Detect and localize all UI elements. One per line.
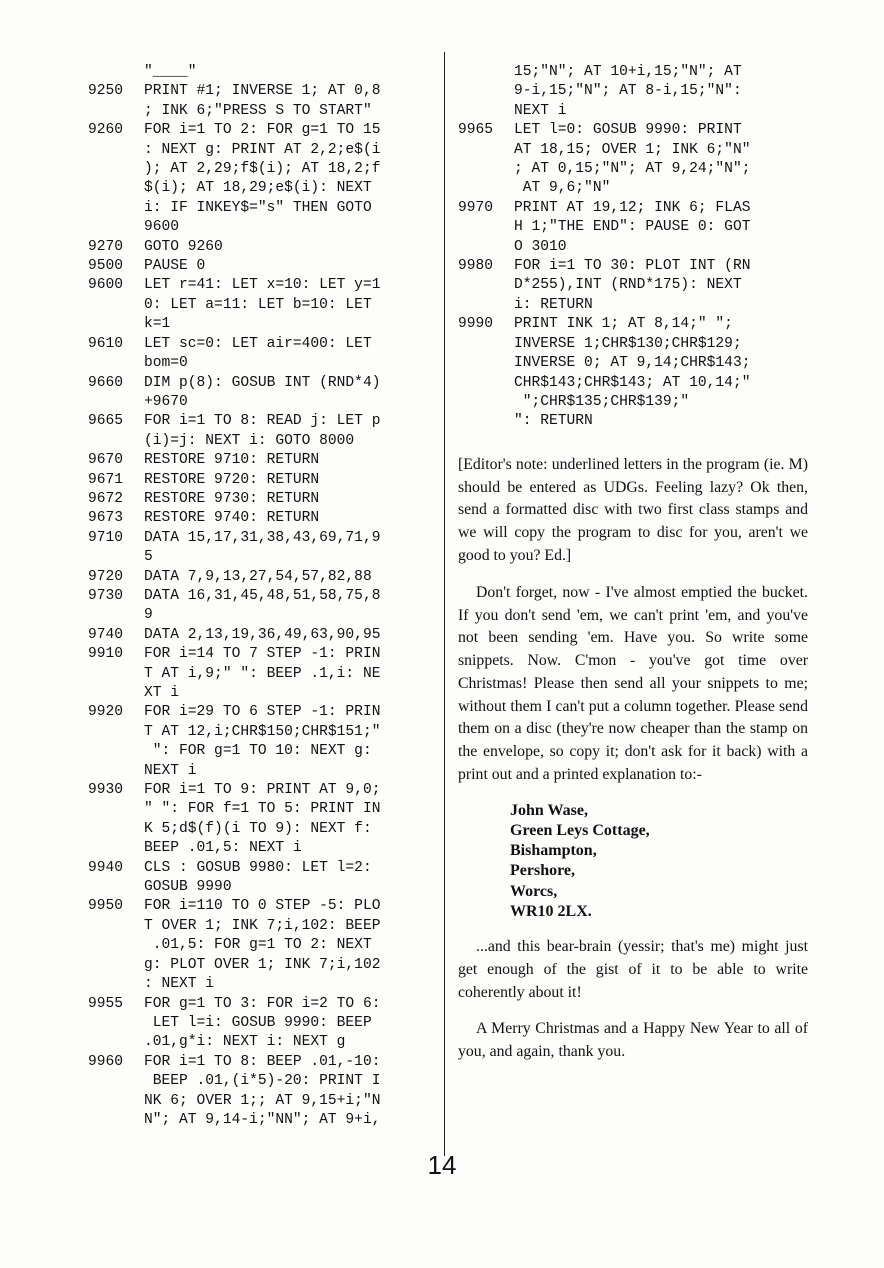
basic-listing-right	[458, 63, 808, 432]
code-line	[88, 393, 438, 412]
code-text: FOR i=29 TO 6 STEP -1: PRIN	[144, 704, 381, 721]
code-text: 9-i,15;"N"; AT 8-i,15;"N":	[514, 83, 742, 100]
left-column	[88, 63, 438, 1130]
code-line	[88, 529, 438, 548]
code-line	[88, 199, 438, 218]
code-line	[88, 742, 438, 761]
line-number: 9740	[88, 626, 124, 643]
code-text: NEXT i	[514, 102, 567, 119]
line-number: 9610	[88, 335, 124, 352]
code-line	[458, 354, 808, 373]
code-text: FOR i=1 TO 8: BEEP .01,-10:	[144, 1053, 381, 1070]
line-number: 9910	[88, 646, 124, 663]
code-line	[88, 1072, 438, 1091]
code-line	[458, 141, 808, 160]
basic-listing-left	[88, 63, 438, 1130]
code-line	[458, 315, 808, 334]
code-text: DATA 15,17,31,38,43,69,71,9	[144, 529, 381, 546]
code-text: "____"	[144, 64, 197, 80]
code-line	[88, 121, 438, 140]
code-text: INVERSE 0; AT 9,14;CHR$143;	[514, 355, 751, 372]
code-text: ); AT 2,29;f$(i); AT 18,2;f	[144, 161, 381, 178]
code-text: LET sc=0: LET air=400: LET	[144, 335, 372, 352]
line-number: 9950	[88, 898, 124, 915]
code-line	[88, 102, 438, 121]
code-text: LET r=41: LET x=10: LET y=1	[144, 277, 381, 294]
code-text: RESTORE 9720: RETURN	[144, 471, 320, 488]
address-line: Worcs,	[510, 882, 558, 900]
code-line	[88, 645, 438, 664]
line-number: 9500	[88, 258, 124, 275]
code-text: GOTO 9260	[144, 238, 223, 255]
code-text: FOR i=1 TO 8: READ j: LET p	[144, 413, 381, 430]
code-line	[88, 374, 438, 393]
code-text: 9600	[144, 219, 180, 236]
line-number: 9260	[88, 122, 124, 139]
code-text: ": FOR g=1 TO 10: NEXT g:	[144, 743, 372, 760]
code-line	[458, 82, 808, 101]
code-text: K 5;d$(f)(i TO 9): NEXT f:	[144, 820, 372, 837]
code-line	[88, 917, 438, 936]
code-line	[88, 587, 438, 606]
code-text: BEEP .01,(i*5)-20: PRINT I	[144, 1073, 381, 1090]
address-line: Green Leys Cottage,	[510, 822, 650, 840]
right-column	[458, 63, 808, 1078]
line-number: 9980	[458, 258, 494, 275]
code-text: g: PLOT OVER 1; INK 7;i,102	[144, 956, 381, 973]
paragraph-bear-brain: ...and this bear-brain (yessir; that's me) might just get enough of the gist of it to be able to write coherently about it!	[458, 938, 808, 1001]
code-text: AT 18,15; OVER 1; INK 6;"N"	[514, 141, 751, 158]
code-line	[88, 335, 438, 354]
code-text: ";CHR$135;CHR$139;"	[514, 393, 690, 410]
paragraph-christmas: A Merry Christmas and a Happy New Year to all of you, and again, thank you.	[458, 1020, 808, 1061]
code-text: .01,5: FOR g=1 TO 2: NEXT	[144, 937, 372, 954]
code-line	[88, 490, 438, 509]
line-number: 9940	[88, 859, 124, 876]
code-line	[458, 218, 808, 237]
address-line: Bishampton,	[510, 842, 597, 860]
code-line	[88, 257, 438, 276]
code-line	[88, 936, 438, 955]
line-number: 9660	[88, 374, 124, 391]
code-line	[88, 141, 438, 160]
code-line	[88, 315, 438, 334]
code-text: NEXT i	[144, 762, 197, 779]
code-text: DATA 2,13,19,36,49,63,90,95	[144, 626, 381, 643]
code-text: H 1;"THE END": PAUSE 0: GOT	[514, 219, 751, 236]
code-line	[88, 354, 438, 373]
code-text: O 3010	[514, 238, 567, 255]
code-text: PRINT #1; INVERSE 1; AT 0,8	[144, 83, 381, 100]
code-line	[458, 374, 808, 393]
code-text: T OVER 1; INK 7;i,102: BEEP	[144, 917, 381, 934]
code-text: PRINT AT 19,12; INK 6; FLAS	[514, 199, 751, 216]
code-text: D*255),INT (RND*175): NEXT	[514, 277, 742, 294]
code-line	[88, 665, 438, 684]
code-text: PAUSE 0	[144, 258, 206, 275]
code-text: GOSUB 9990	[144, 879, 232, 896]
code-text: FOR i=14 TO 7 STEP -1: PRIN	[144, 646, 381, 663]
address-line: WR10 2LX.	[510, 902, 592, 920]
code-text: NK 6; OVER 1;; AT 9,15+i;"N	[144, 1092, 381, 1109]
code-text: T AT 12,i;CHR$150;CHR$151;"	[144, 723, 381, 740]
code-line	[88, 1014, 438, 1033]
code-line	[88, 238, 438, 257]
code-text: FOR g=1 TO 3: FOR i=2 TO 6:	[144, 995, 381, 1012]
editor-note: [Editor's note: underlined letters in the program (ie. M) should be entered as UDGs. Feeling lazy? Ok then, send a formatted disc with two first class stamps and we will copy the program to disc for you, aren't we good to you? Ed.]	[458, 455, 808, 564]
code-text: N"; AT 9,14-i;"NN"; AT 9+i,	[144, 1111, 381, 1128]
line-number: 9270	[88, 238, 124, 255]
line-number: 9965	[458, 122, 494, 139]
code-line	[88, 626, 438, 645]
code-line	[88, 509, 438, 528]
line-number: 9600	[88, 277, 124, 294]
code-line	[88, 82, 438, 101]
code-text: ; AT 0,15;"N"; AT 9,24;"N";	[514, 161, 751, 178]
code-line	[88, 296, 438, 315]
code-text: BEEP .01,5: NEXT i	[144, 840, 302, 857]
line-number: 9720	[88, 568, 124, 585]
code-line	[88, 839, 438, 858]
code-line	[88, 995, 438, 1014]
line-number: 9730	[88, 587, 124, 604]
code-line	[88, 859, 438, 878]
code-text: i: IF INKEY$="s" THEN GOTO	[144, 199, 372, 216]
line-number: 9990	[458, 316, 494, 333]
code-line	[458, 160, 808, 179]
code-line	[88, 606, 438, 625]
code-line	[88, 412, 438, 431]
line-number: 9920	[88, 704, 124, 721]
line-number: 9673	[88, 510, 124, 527]
code-text: LET l=0: GOSUB 9990: PRINT	[514, 122, 742, 139]
address-line: John Wase,	[510, 801, 588, 819]
address-line: Pershore,	[510, 862, 576, 880]
paragraph-snippets-request: Don't forget, now - I've almost emptied the bucket. If you don't send 'em, we can't print 'em, and you've not been sending 'em. Have you. So write some snippets. Now. C'mon - you've got time over Christmas! Please then send all your snippets to me; without them I can't put a column together. Please send them on a disc (they're now cheaper than the stamp on the envelope, so copy it; don't ask for it back) with a print out and a printed explanation to:-	[458, 583, 808, 784]
code-line	[88, 63, 438, 82]
code-text: CLS : GOSUB 9980: LET l=2:	[144, 859, 372, 876]
line-number: 9671	[88, 471, 124, 488]
code-line	[88, 1053, 438, 1072]
line-number: 9672	[88, 490, 124, 507]
code-text: FOR i=1 TO 30: PLOT INT (RN	[514, 258, 751, 275]
code-text: DATA 16,31,45,48,51,58,75,8	[144, 587, 381, 604]
code-text: k=1	[144, 316, 171, 333]
code-line	[88, 703, 438, 722]
code-text: bom=0	[144, 355, 188, 372]
code-text: LET l=i: GOSUB 9990: BEEP	[144, 1014, 372, 1031]
line-number: 9970	[458, 199, 494, 216]
code-text: ": RETURN	[514, 413, 593, 430]
code-line	[458, 199, 808, 218]
code-text: FOR i=1 TO 2: FOR g=1 TO 15	[144, 122, 381, 139]
code-text: AT 9,6;"N"	[514, 180, 611, 197]
code-line	[88, 878, 438, 897]
code-line	[88, 568, 438, 587]
code-text: 5	[144, 549, 153, 566]
code-line	[458, 121, 808, 140]
code-line	[88, 820, 438, 839]
code-text: .01,g*i: NEXT i: NEXT g	[144, 1034, 346, 1051]
code-line	[88, 451, 438, 470]
code-line	[458, 257, 808, 276]
code-text: : NEXT i	[144, 976, 215, 993]
code-text: : NEXT g: PRINT AT 2,2;e$(i	[144, 141, 381, 158]
code-line	[88, 762, 438, 781]
code-text: CHR$143;CHR$143; AT 10,14;"	[514, 374, 751, 391]
code-line	[458, 296, 808, 315]
article-text	[458, 454, 808, 1064]
code-line	[88, 160, 438, 179]
code-text: RESTORE 9730: RETURN	[144, 490, 320, 507]
line-number: 9710	[88, 529, 124, 546]
code-text: 0: LET a=11: LET b=10: LET	[144, 296, 372, 313]
code-line	[458, 179, 808, 198]
code-line	[88, 1092, 438, 1111]
column-divider	[444, 52, 445, 1156]
code-text: 9	[144, 607, 153, 624]
code-text: (i)=j: NEXT i: GOTO 8000	[144, 432, 355, 449]
code-line	[88, 471, 438, 490]
code-text: RESTORE 9710: RETURN	[144, 452, 320, 469]
code-line	[88, 548, 438, 567]
code-text: " ": FOR f=1 TO 5: PRINT IN	[144, 801, 381, 818]
code-line	[88, 956, 438, 975]
code-line	[458, 238, 808, 257]
code-line	[88, 276, 438, 295]
code-text: +9670	[144, 393, 188, 410]
code-text: 15;"N"; AT 10+i,15;"N"; AT	[514, 64, 742, 80]
line-number: 9955	[88, 995, 124, 1012]
code-line	[458, 63, 808, 82]
code-line	[458, 276, 808, 295]
code-line	[88, 1111, 438, 1130]
line-number: 9665	[88, 413, 124, 430]
line-number: 9960	[88, 1053, 124, 1070]
page-number: 14	[427, 1150, 457, 1180]
code-text: DATA 7,9,13,27,54,57,82,88	[144, 568, 372, 585]
code-line	[88, 218, 438, 237]
code-text: i: RETURN	[514, 296, 593, 313]
code-line	[458, 102, 808, 121]
postal-address	[510, 801, 808, 922]
code-line	[88, 1033, 438, 1052]
code-text: INVERSE 1;CHR$130;CHR$129;	[514, 335, 742, 352]
code-text: ; INK 6;"PRESS S TO START"	[144, 102, 372, 119]
code-line	[458, 412, 808, 431]
code-line	[458, 335, 808, 354]
code-line	[88, 684, 438, 703]
code-line	[88, 975, 438, 994]
code-line	[88, 179, 438, 198]
line-number: 9670	[88, 452, 124, 469]
code-line	[88, 897, 438, 916]
code-line	[88, 800, 438, 819]
code-line	[88, 781, 438, 800]
code-text: T AT i,9;" ": BEEP .1,i: NE	[144, 665, 381, 682]
code-text: FOR i=110 TO 0 STEP -5: PLO	[144, 898, 381, 915]
line-number: 9930	[88, 782, 124, 799]
code-text: FOR i=1 TO 9: PRINT AT 9,0;	[144, 782, 381, 799]
code-line	[458, 393, 808, 412]
code-text: DIM p(8): GOSUB INT (RND*4)	[144, 374, 381, 391]
line-number: 9250	[88, 83, 124, 100]
code-line	[88, 723, 438, 742]
code-text: PRINT INK 1; AT 8,14;" ";	[514, 316, 733, 333]
code-text: RESTORE 9740: RETURN	[144, 510, 320, 527]
code-text: XT i	[144, 685, 180, 701]
code-line	[88, 432, 438, 451]
code-text: $(i); AT 18,29;e$(i): NEXT	[144, 180, 372, 197]
